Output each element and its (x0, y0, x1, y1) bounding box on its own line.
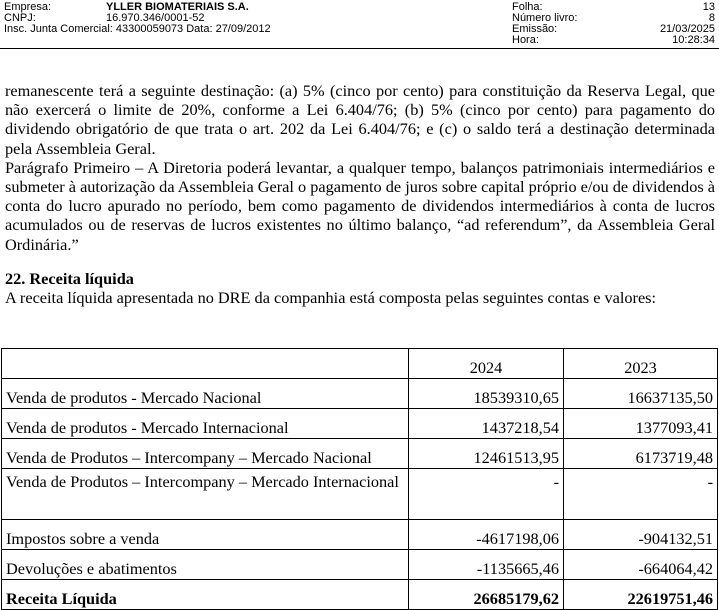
value-2023: - (564, 469, 718, 520)
value-2024: -4617198,06 (409, 520, 564, 550)
table-row (2, 379, 718, 409)
folha-label: Folha: (512, 1, 543, 13)
section-intro: A receita líquida apresentada no DRE da companhia está composta pelas seguintes contas e valores: (5, 288, 657, 308)
livro-label: Número livro: (512, 12, 578, 24)
hora-value: 10:28:34 (672, 34, 715, 46)
folha-value: 13 (702, 1, 715, 13)
year-2024-header: 2024 (409, 349, 564, 379)
receita-table (1, 348, 718, 610)
emissao-value: 21/03/2025 (659, 23, 715, 35)
value-2024: - (409, 469, 564, 520)
page-header (0, 0, 719, 48)
row-label: Venda de Produtos – Intercompany – Mercado Nacional (2, 439, 409, 469)
junta-info: Insc. Junta Comercial: 43300059073 Data: 27/09/2012 (4, 23, 271, 35)
row-label: Impostos sobre a venda (2, 520, 409, 550)
section-heading: 22. Receita líquida (5, 268, 134, 288)
value-2024: 12461513,95 (409, 439, 564, 469)
hora-label: Hora: (512, 34, 539, 46)
value-2023: -664064,42 (564, 550, 718, 580)
company-name: YLLER BIOMATERIAIS S.A. (106, 1, 249, 13)
table-row (2, 520, 718, 550)
row-label: Devoluções e abatimentos (2, 550, 409, 580)
cnpj-value: 16.970.346/0001-52 (106, 12, 205, 24)
total-2023: 22619751,46 (564, 580, 718, 610)
paragraph-destinacao: remanescente terá a seguinte destinação: (a) 5% (cinco por cento) para constituição da Reserva Legal, que não exercerá o limite de 20%, conforme a Lei 6.404/76; (b) 5% (cinco por cento) para pagamento do dividendo obrigatório de que trata o art. 202 da Lei 6.404/76; e (c) o saldo terá a destinação determinada pela Assembleia Geral. (5, 81, 715, 158)
table-row (2, 550, 718, 580)
company-label: Empresa: (4, 1, 52, 13)
value-2023: -904132,51 (564, 520, 718, 550)
value-2024: -1135665,46 (409, 550, 564, 580)
document-body (5, 81, 715, 307)
value-2024: 18539310,65 (409, 379, 564, 409)
total-label: Receita Líquida (2, 580, 409, 610)
cnpj-label: CNPJ: (4, 12, 36, 24)
table-header-row (2, 349, 718, 379)
value-2023: 1377093,41 (564, 409, 718, 439)
header-divider (0, 48, 719, 49)
year-2023-header: 2023 (564, 349, 718, 379)
value-2023: 6173719,48 (564, 439, 718, 469)
emissao-label: Emissão: (512, 23, 558, 35)
table-row (2, 469, 718, 520)
total-2024: 26685179,62 (409, 580, 564, 610)
row-label: Venda de produtos - Mercado Internacional (2, 409, 409, 439)
total-row (2, 580, 718, 610)
table-row (2, 439, 718, 469)
header-empty-cell (2, 349, 409, 379)
paragraph-primeiro: Parágrafo Primeiro – A Diretoria poderá levantar, a qualquer tempo, balanços patrimoniais intermediários e submeter à autorização da Assembleia Geral o pagamento de juros sobre capital próprio e/ou de dividendos à conta do lucro apurado no período, bem como pagamento de dividendos intermediários à conta de lucros acumulados ou de reservas de lucros existentes no último balanço, “ad referendum”, da Assembleia Geral Ordinária.” (5, 157, 715, 254)
livro-value: 8 (708, 12, 715, 24)
row-label: Venda de produtos - Mercado Nacional (2, 379, 409, 409)
table-row (2, 409, 718, 439)
row-label: Venda de Produtos – Intercompany – Mercado Internacional (2, 469, 409, 520)
value-2024: 1437218,54 (409, 409, 564, 439)
value-2023: 16637135,50 (564, 379, 718, 409)
